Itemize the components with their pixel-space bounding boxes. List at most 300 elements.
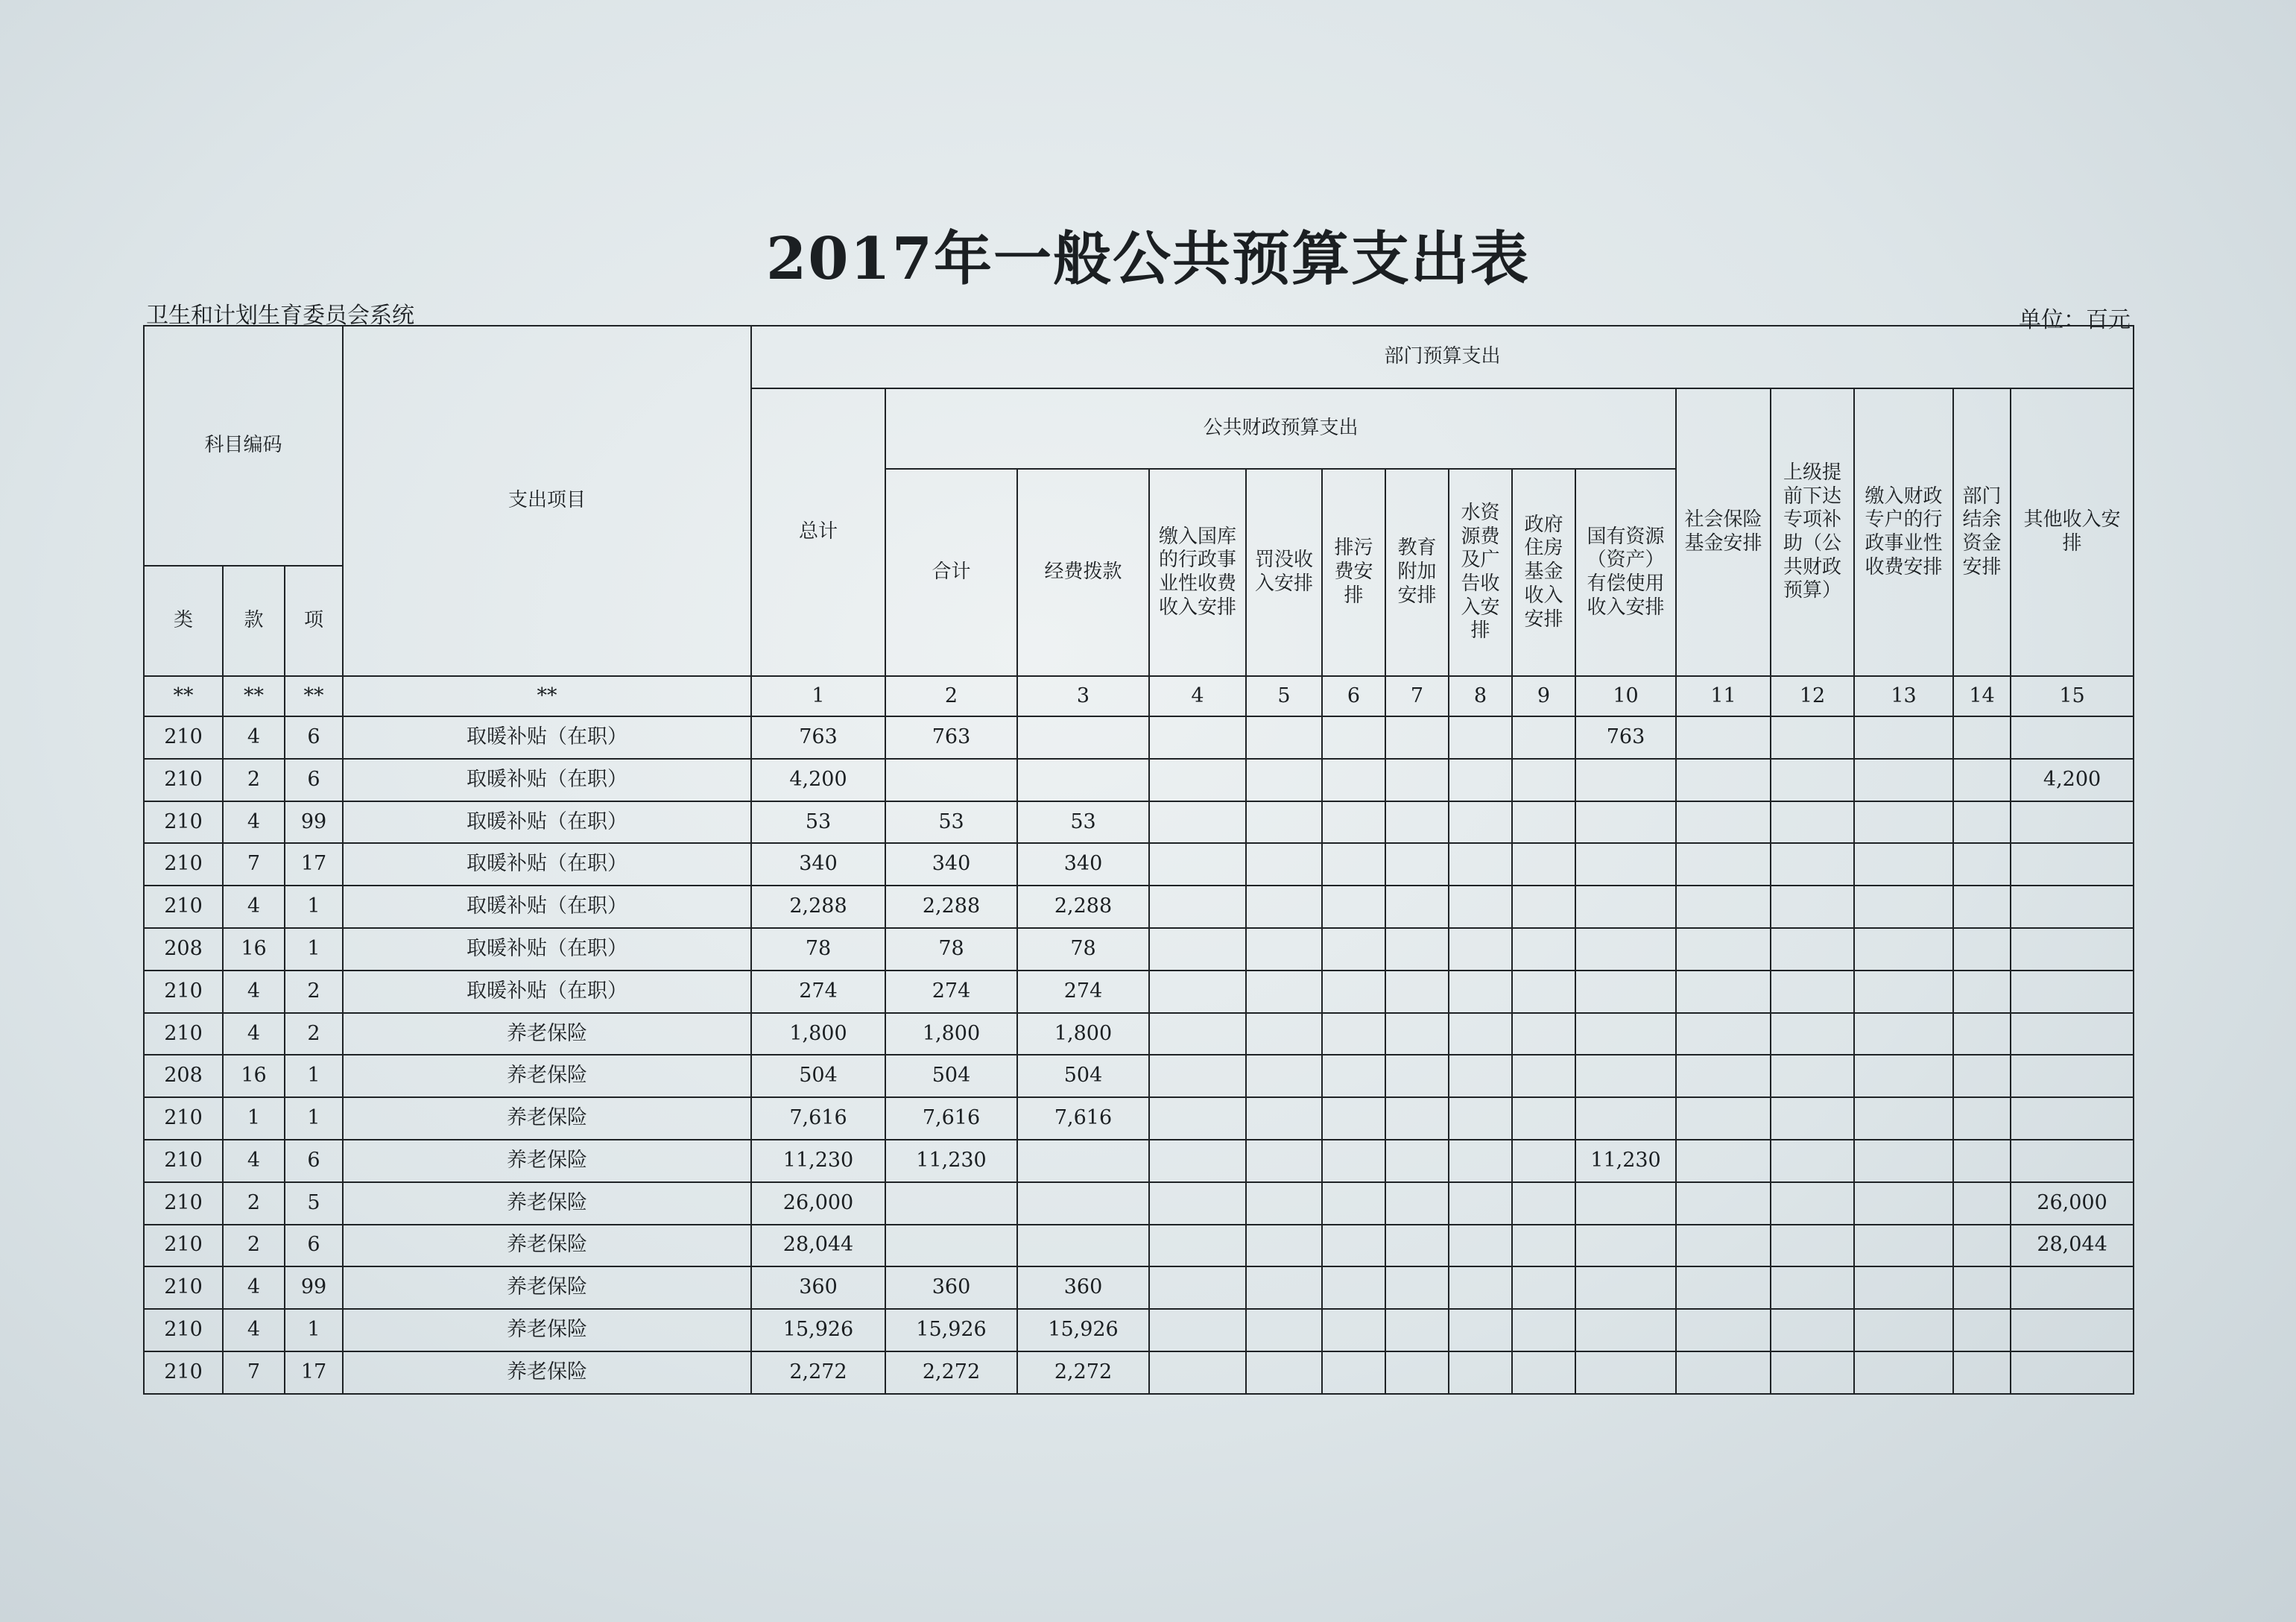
c8-cell xyxy=(1449,1309,1512,1351)
c7-cell xyxy=(1385,1140,1449,1182)
kuan-cell: 2 xyxy=(223,1225,285,1267)
document-title: 2017年一般公共预算支出表 xyxy=(765,225,1531,293)
c14-cell xyxy=(1953,1309,2011,1351)
c13-cell xyxy=(1854,1351,1953,1394)
c10-cell xyxy=(1575,1182,1676,1225)
c5-cell xyxy=(1246,1055,1322,1097)
item-cell: 取暖补贴（在职） xyxy=(343,801,751,844)
c9-cell xyxy=(1512,716,1575,759)
total-cell: 53 xyxy=(751,801,885,844)
subtotal-cell: 274 xyxy=(885,971,1017,1013)
c10-cell: 11,230 xyxy=(1575,1140,1676,1182)
item-cell: 取暖补贴（在职） xyxy=(343,759,751,801)
c4-cell xyxy=(1149,1266,1246,1309)
c12-cell xyxy=(1771,1055,1854,1097)
c6-cell xyxy=(1322,716,1385,759)
c6-cell xyxy=(1322,759,1385,801)
item-cell: 养老保险 xyxy=(343,1225,751,1267)
c11-cell xyxy=(1676,886,1771,928)
header-dept-budget: 部门预算支出 xyxy=(751,326,2134,388)
appropriation-cell: 7,616 xyxy=(1017,1097,1149,1140)
c5-cell xyxy=(1246,1013,1322,1055)
appropriation-cell: 78 xyxy=(1017,928,1149,971)
subtotal-cell xyxy=(885,1225,1017,1267)
table-row xyxy=(144,1266,2134,1309)
c13-cell xyxy=(1854,801,1953,844)
table-row xyxy=(144,1351,2134,1394)
column-index-cell: 12 xyxy=(1771,676,1854,716)
c8-cell xyxy=(1449,1351,1512,1394)
table-row xyxy=(144,971,2134,1013)
c15-cell: 28,044 xyxy=(2011,1225,2134,1267)
xiang-cell: 6 xyxy=(285,759,343,801)
total-cell: 11,230 xyxy=(751,1140,885,1182)
xiang-cell: 1 xyxy=(285,1097,343,1140)
c9-cell xyxy=(1512,1055,1575,1097)
appropriation-cell: 274 xyxy=(1017,971,1149,1013)
c14-cell xyxy=(1953,1140,2011,1182)
appropriation-cell xyxy=(1017,716,1149,759)
item-cell: 养老保险 xyxy=(343,1266,751,1309)
header-lei: 类 xyxy=(144,566,223,676)
table-row xyxy=(144,716,2134,759)
subtotal-cell: 2,272 xyxy=(885,1351,1017,1394)
c11-cell xyxy=(1676,759,1771,801)
column-index-cell: 14 xyxy=(1953,676,2011,716)
lei-cell: 210 xyxy=(144,886,223,928)
c10-cell xyxy=(1575,1013,1676,1055)
xiang-cell: 5 xyxy=(285,1182,343,1225)
c5-cell xyxy=(1246,801,1322,844)
c8-cell xyxy=(1449,1182,1512,1225)
header-c13: 缴入财政专户的行政事业性收费安排 xyxy=(1854,388,1953,676)
c6-cell xyxy=(1322,1013,1385,1055)
header-appropriation: 经费拨款 xyxy=(1017,469,1149,676)
c8-cell xyxy=(1449,843,1512,886)
header-c15: 其他收入安排 xyxy=(2011,388,2134,676)
c8-cell xyxy=(1449,1140,1512,1182)
c12-cell xyxy=(1771,1140,1854,1182)
xiang-cell: 6 xyxy=(285,1225,343,1267)
c10-cell: 763 xyxy=(1575,716,1676,759)
lei-cell: 210 xyxy=(144,1309,223,1351)
subtotal-cell: 1,800 xyxy=(885,1013,1017,1055)
total-cell: 340 xyxy=(751,843,885,886)
subtotal-cell: 763 xyxy=(885,716,1017,759)
item-cell: 取暖补贴（在职） xyxy=(343,928,751,971)
header-c6: 排污费安排 xyxy=(1322,469,1385,676)
item-cell: 养老保险 xyxy=(343,1309,751,1351)
column-index-cell: 7 xyxy=(1385,676,1449,716)
c11-cell xyxy=(1676,1055,1771,1097)
subtotal-cell: 2,288 xyxy=(885,886,1017,928)
c12-cell xyxy=(1771,716,1854,759)
total-cell: 360 xyxy=(751,1266,885,1309)
item-cell: 养老保险 xyxy=(343,1351,751,1394)
c13-cell xyxy=(1854,843,1953,886)
c5-cell xyxy=(1246,1225,1322,1267)
c9-cell xyxy=(1512,928,1575,971)
c6-cell xyxy=(1322,1266,1385,1309)
c9-cell xyxy=(1512,886,1575,928)
c14-cell xyxy=(1953,1013,2011,1055)
c7-cell xyxy=(1385,843,1449,886)
c4-cell xyxy=(1149,1097,1246,1140)
c4-cell xyxy=(1149,1182,1246,1225)
c14-cell xyxy=(1953,928,2011,971)
c14-cell xyxy=(1953,1097,2011,1140)
kuan-cell: 4 xyxy=(223,971,285,1013)
c9-cell xyxy=(1512,1140,1575,1182)
c15-cell xyxy=(2011,1097,2134,1140)
c8-cell xyxy=(1449,1013,1512,1055)
c14-cell xyxy=(1953,1351,2011,1394)
c10-cell xyxy=(1575,1351,1676,1394)
item-cell: 养老保险 xyxy=(343,1140,751,1182)
total-cell: 1,800 xyxy=(751,1013,885,1055)
table-row xyxy=(144,1225,2134,1267)
c11-cell xyxy=(1676,1225,1771,1267)
header-subject-code: 科目编码 xyxy=(144,326,343,566)
c4-cell xyxy=(1149,1309,1246,1351)
lei-cell: 210 xyxy=(144,1097,223,1140)
c15-cell: 4,200 xyxy=(2011,759,2134,801)
lei-cell: 210 xyxy=(144,843,223,886)
c7-cell xyxy=(1385,1182,1449,1225)
lei-cell: 210 xyxy=(144,1351,223,1394)
c5-cell xyxy=(1246,1182,1322,1225)
xiang-cell: 99 xyxy=(285,1266,343,1309)
c13-cell xyxy=(1854,971,1953,1013)
c13-cell xyxy=(1854,1013,1953,1055)
c13-cell xyxy=(1854,1309,1953,1351)
total-cell: 78 xyxy=(751,928,885,971)
c6-cell xyxy=(1322,1140,1385,1182)
c5-cell xyxy=(1246,1097,1322,1140)
c12-cell xyxy=(1771,1182,1854,1225)
column-index-cell: 1 xyxy=(751,676,885,716)
kuan-cell: 4 xyxy=(223,801,285,844)
item-cell: 养老保险 xyxy=(343,1182,751,1225)
appropriation-cell xyxy=(1017,1225,1149,1267)
lei-cell: 210 xyxy=(144,716,223,759)
c6-cell xyxy=(1322,1225,1385,1267)
c13-cell xyxy=(1854,716,1953,759)
c8-cell xyxy=(1449,971,1512,1013)
lei-cell: 208 xyxy=(144,928,223,971)
c7-cell xyxy=(1385,1055,1449,1097)
subtotal-cell: 360 xyxy=(885,1266,1017,1309)
c9-cell xyxy=(1512,1225,1575,1267)
column-index-row xyxy=(144,676,2134,716)
c12-cell xyxy=(1771,1351,1854,1394)
column-index-cell: ** xyxy=(343,676,751,716)
c15-cell xyxy=(2011,928,2134,971)
header-c4: 缴入国库的行政事业性收费收入安排 xyxy=(1149,469,1246,676)
c15-cell xyxy=(2011,1351,2134,1394)
lei-cell: 208 xyxy=(144,1055,223,1097)
c11-cell xyxy=(1676,1351,1771,1394)
xiang-cell: 2 xyxy=(285,1013,343,1055)
c14-cell xyxy=(1953,759,2011,801)
appropriation-cell xyxy=(1017,759,1149,801)
c8-cell xyxy=(1449,801,1512,844)
total-cell: 763 xyxy=(751,716,885,759)
c13-cell xyxy=(1854,1055,1953,1097)
c9-cell xyxy=(1512,1351,1575,1394)
header-c5: 罚没收入安排 xyxy=(1246,469,1322,676)
c10-cell xyxy=(1575,1225,1676,1267)
kuan-cell: 1 xyxy=(223,1097,285,1140)
header-c9: 政府住房基金收入安排 xyxy=(1512,469,1575,676)
column-index-cell: 15 xyxy=(2011,676,2134,716)
c15-cell xyxy=(2011,1055,2134,1097)
column-index-cell: 6 xyxy=(1322,676,1385,716)
c15-cell xyxy=(2011,971,2134,1013)
c7-cell xyxy=(1385,1309,1449,1351)
kuan-cell: 4 xyxy=(223,1266,285,1309)
c4-cell xyxy=(1149,716,1246,759)
kuan-cell: 4 xyxy=(223,1140,285,1182)
subtotal-cell xyxy=(885,759,1017,801)
xiang-cell: 17 xyxy=(285,843,343,886)
c11-cell xyxy=(1676,1013,1771,1055)
item-cell: 取暖补贴（在职） xyxy=(343,843,751,886)
item-cell: 养老保险 xyxy=(343,1013,751,1055)
c7-cell xyxy=(1385,1266,1449,1309)
c7-cell xyxy=(1385,1013,1449,1055)
lei-cell: 210 xyxy=(144,759,223,801)
c8-cell xyxy=(1449,759,1512,801)
lei-cell: 210 xyxy=(144,1140,223,1182)
c12-cell xyxy=(1771,1225,1854,1267)
table-row xyxy=(144,1182,2134,1225)
xiang-cell: 6 xyxy=(285,716,343,759)
c9-cell xyxy=(1512,801,1575,844)
lei-cell: 210 xyxy=(144,1266,223,1309)
c14-cell xyxy=(1953,1055,2011,1097)
c11-cell xyxy=(1676,1309,1771,1351)
c7-cell xyxy=(1385,928,1449,971)
appropriation-cell xyxy=(1017,1140,1149,1182)
c9-cell xyxy=(1512,759,1575,801)
c12-cell xyxy=(1771,886,1854,928)
table-row xyxy=(144,1140,2134,1182)
header-subtotal: 合计 xyxy=(885,469,1017,676)
c9-cell xyxy=(1512,1097,1575,1140)
column-index-cell: 5 xyxy=(1246,676,1322,716)
c14-cell xyxy=(1953,716,2011,759)
header-kuan: 款 xyxy=(223,566,285,676)
total-cell: 274 xyxy=(751,971,885,1013)
table-row xyxy=(144,759,2134,801)
total-cell: 7,616 xyxy=(751,1097,885,1140)
c6-cell xyxy=(1322,971,1385,1013)
lei-cell: 210 xyxy=(144,1182,223,1225)
appropriation-cell: 2,272 xyxy=(1017,1351,1149,1394)
c6-cell xyxy=(1322,1097,1385,1140)
organization-label: 卫生和计划生育委员会系统 xyxy=(146,303,414,329)
header-c7: 教育附加安排 xyxy=(1385,469,1449,676)
header-c10: 国有资源（资产）有偿使用收入安排 xyxy=(1575,469,1676,676)
lei-cell: 210 xyxy=(144,801,223,844)
header-c8: 水资源费及广告收入安排 xyxy=(1449,469,1512,676)
table-row xyxy=(144,928,2134,971)
kuan-cell: 2 xyxy=(223,759,285,801)
c15-cell xyxy=(2011,1309,2134,1351)
column-index-cell: ** xyxy=(144,676,223,716)
budget-table xyxy=(143,325,2134,1395)
c14-cell xyxy=(1953,1225,2011,1267)
c6-cell xyxy=(1322,928,1385,971)
column-index-cell: 2 xyxy=(885,676,1017,716)
c13-cell xyxy=(1854,1225,1953,1267)
c10-cell xyxy=(1575,801,1676,844)
column-index-cell: ** xyxy=(285,676,343,716)
table-row xyxy=(144,843,2134,886)
total-cell: 15,926 xyxy=(751,1309,885,1351)
appropriation-cell: 15,926 xyxy=(1017,1309,1149,1351)
c10-cell xyxy=(1575,843,1676,886)
c15-cell xyxy=(2011,843,2134,886)
appropriation-cell: 504 xyxy=(1017,1055,1149,1097)
appropriation-cell: 53 xyxy=(1017,801,1149,844)
total-cell: 2,288 xyxy=(751,886,885,928)
total-cell: 4,200 xyxy=(751,759,885,801)
column-index-cell: 3 xyxy=(1017,676,1149,716)
c9-cell xyxy=(1512,1266,1575,1309)
subtotal-cell: 15,926 xyxy=(885,1309,1017,1351)
lei-cell: 210 xyxy=(144,971,223,1013)
c9-cell xyxy=(1512,1309,1575,1351)
c12-cell xyxy=(1771,759,1854,801)
c11-cell xyxy=(1676,1182,1771,1225)
column-index-cell: 8 xyxy=(1449,676,1512,716)
c12-cell xyxy=(1771,1013,1854,1055)
xiang-cell: 6 xyxy=(285,1140,343,1182)
header-c14: 部门结余资金安排 xyxy=(1953,388,2011,676)
c9-cell xyxy=(1512,1182,1575,1225)
c10-cell xyxy=(1575,1309,1676,1351)
c6-cell xyxy=(1322,801,1385,844)
c12-cell xyxy=(1771,843,1854,886)
c7-cell xyxy=(1385,716,1449,759)
item-cell: 取暖补贴（在职） xyxy=(343,716,751,759)
table-row xyxy=(144,1013,2134,1055)
c11-cell xyxy=(1676,1266,1771,1309)
appropriation-cell xyxy=(1017,1182,1149,1225)
subtotal-cell: 504 xyxy=(885,1055,1017,1097)
c14-cell xyxy=(1953,1266,2011,1309)
xiang-cell: 2 xyxy=(285,971,343,1013)
kuan-cell: 2 xyxy=(223,1182,285,1225)
column-index-cell: ** xyxy=(223,676,285,716)
c7-cell xyxy=(1385,759,1449,801)
header-public-finance: 公共财政预算支出 xyxy=(885,388,1676,469)
c13-cell xyxy=(1854,1182,1953,1225)
c10-cell xyxy=(1575,1097,1676,1140)
c12-cell xyxy=(1771,1266,1854,1309)
c7-cell xyxy=(1385,1225,1449,1267)
header-c12: 上级提前下达专项补助（公共财政预算） xyxy=(1771,388,1854,676)
item-cell: 养老保险 xyxy=(343,1097,751,1140)
column-index-cell: 9 xyxy=(1512,676,1575,716)
c12-cell xyxy=(1771,1097,1854,1140)
header-total: 总计 xyxy=(751,388,885,676)
xiang-cell: 1 xyxy=(285,886,343,928)
subtotal-cell: 7,616 xyxy=(885,1097,1017,1140)
c8-cell xyxy=(1449,886,1512,928)
header-c11: 社会保险基金安排 xyxy=(1676,388,1771,676)
c15-cell xyxy=(2011,886,2134,928)
c12-cell xyxy=(1771,928,1854,971)
c11-cell xyxy=(1676,1097,1771,1140)
xiang-cell: 1 xyxy=(285,928,343,971)
c4-cell xyxy=(1149,886,1246,928)
c12-cell xyxy=(1771,801,1854,844)
c4-cell xyxy=(1149,928,1246,971)
c13-cell xyxy=(1854,1097,1953,1140)
c4-cell xyxy=(1149,1055,1246,1097)
c4-cell xyxy=(1149,1225,1246,1267)
kuan-cell: 16 xyxy=(223,928,285,971)
c15-cell xyxy=(2011,801,2134,844)
c10-cell xyxy=(1575,886,1676,928)
xiang-cell: 1 xyxy=(285,1055,343,1097)
c5-cell xyxy=(1246,886,1322,928)
kuan-cell: 4 xyxy=(223,716,285,759)
c4-cell xyxy=(1149,1140,1246,1182)
c9-cell xyxy=(1512,843,1575,886)
table-row xyxy=(144,1309,2134,1351)
c12-cell xyxy=(1771,971,1854,1013)
c5-cell xyxy=(1246,1266,1322,1309)
c11-cell xyxy=(1676,1140,1771,1182)
c7-cell xyxy=(1385,801,1449,844)
lei-cell: 210 xyxy=(144,1225,223,1267)
c4-cell xyxy=(1149,1351,1246,1394)
c6-cell xyxy=(1322,1351,1385,1394)
table-row xyxy=(144,1097,2134,1140)
c10-cell xyxy=(1575,971,1676,1013)
subtotal-cell: 53 xyxy=(885,801,1017,844)
c7-cell xyxy=(1385,1097,1449,1140)
c5-cell xyxy=(1246,1351,1322,1394)
c14-cell xyxy=(1953,843,2011,886)
c13-cell xyxy=(1854,1140,1953,1182)
c10-cell xyxy=(1575,759,1676,801)
c4-cell xyxy=(1149,971,1246,1013)
total-cell: 2,272 xyxy=(751,1351,885,1394)
c8-cell xyxy=(1449,1225,1512,1267)
c15-cell xyxy=(2011,1266,2134,1309)
c14-cell xyxy=(1953,1182,2011,1225)
subtotal-cell: 340 xyxy=(885,843,1017,886)
total-cell: 28,044 xyxy=(751,1225,885,1267)
item-cell: 养老保险 xyxy=(343,1055,751,1097)
c11-cell xyxy=(1676,971,1771,1013)
item-cell: 取暖补贴（在职） xyxy=(343,886,751,928)
header-item: 支出项目 xyxy=(343,326,751,676)
subtotal-cell: 11,230 xyxy=(885,1140,1017,1182)
table-row xyxy=(144,886,2134,928)
c5-cell xyxy=(1246,1140,1322,1182)
c15-cell xyxy=(2011,716,2134,759)
c6-cell xyxy=(1322,1055,1385,1097)
c8-cell xyxy=(1449,1266,1512,1309)
total-cell: 26,000 xyxy=(751,1182,885,1225)
c5-cell xyxy=(1246,716,1322,759)
